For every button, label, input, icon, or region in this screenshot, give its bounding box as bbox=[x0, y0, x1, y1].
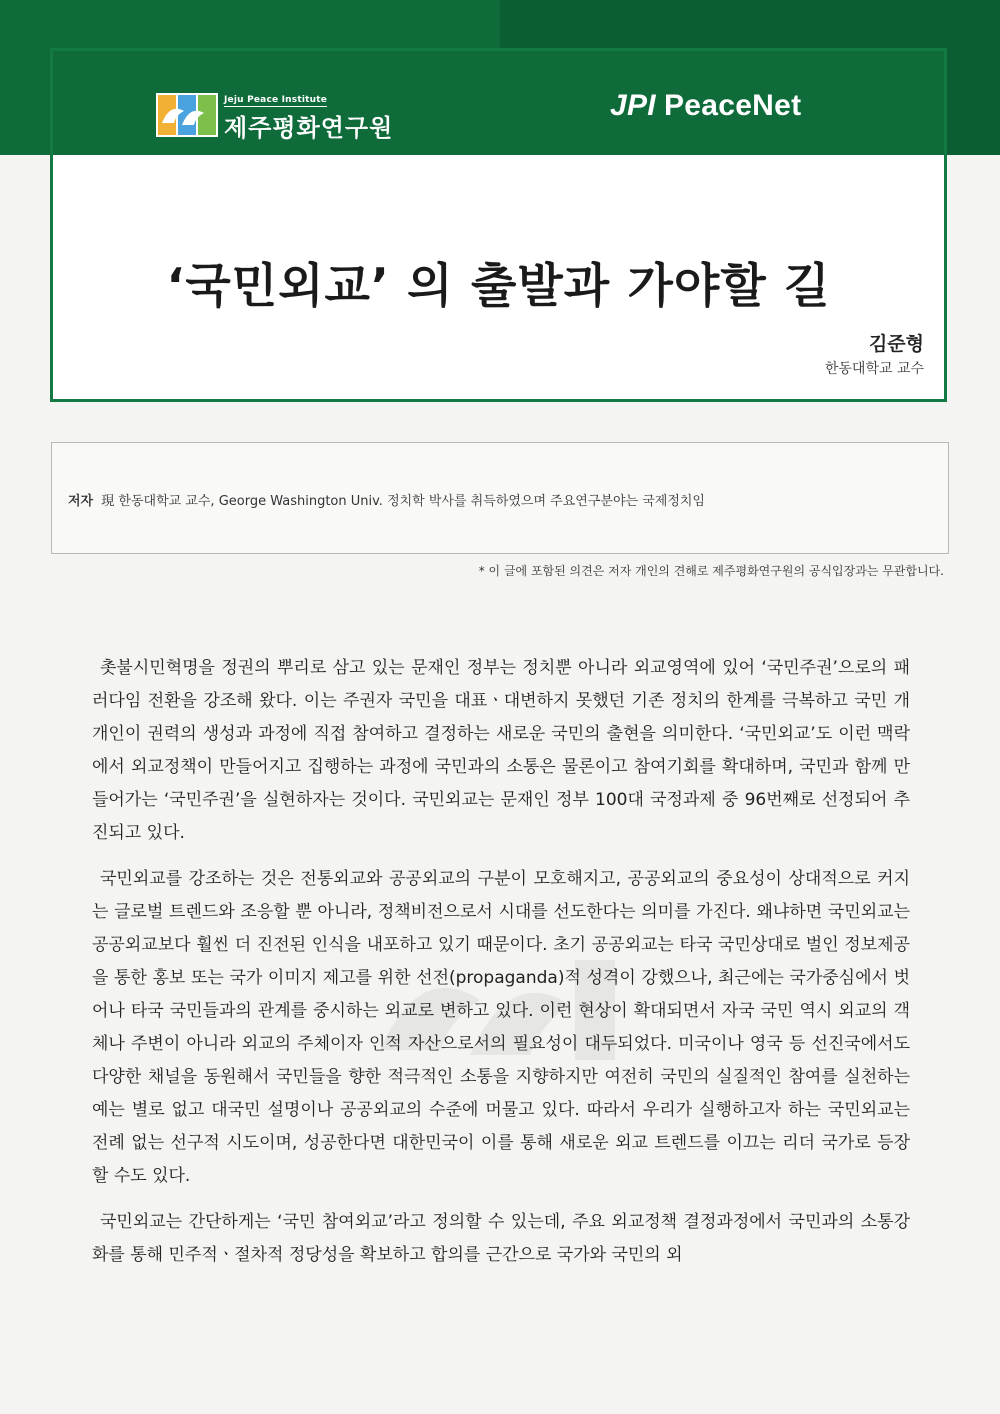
article-title: ‘국민외교’ 의 출발과 가야할 길 bbox=[166, 259, 831, 314]
author-bio bbox=[68, 490, 705, 509]
jpi-emblem-icon bbox=[156, 93, 218, 137]
jeju-peace-institute-logo bbox=[156, 87, 393, 143]
author-affiliation: 한동대학교 교수 bbox=[824, 361, 924, 377]
peacenet-label: PeaceNet bbox=[663, 89, 802, 122]
author-bio-box bbox=[51, 442, 949, 554]
institute-english-name: Jeju Peace Institute bbox=[224, 95, 328, 105]
peacenet-logo bbox=[610, 89, 801, 123]
institute-korean-name: 제주평화연구원 bbox=[224, 114, 394, 142]
body-paragraph-2: 국민외교를 강조하는 것은 전통외교와 공공외교의 구분이 모호해지고, 공공외교의 중요성이 상대적으로 커지는 글로벌 트렌드와 조응할 뿐 아니라, 정책비전으로서 시대를 선도한다는 의미를 가진다. 왜냐하면 국민외교는 공공외교보다 훨씬 더 진전된 인식을 내포하고 있기 때문이다. 초기 공공외교는 타국 국민상대로 벌인 정보제공을 통한 홍보 또는 국가 이미지 제고를 위한 선전(propaganda)적 성격이 강했으나, 최근에는 국가중심에서 벗어나 타국 국민들과의 관계를 중시하는 외교로 변하고 있다. 이런 현상이 확대되면서 자국 국민 역시 외교의 객체나 주변이 아니라 외교의 주체이자 인적 자산으로서의 필요성이 대두되었다. 미국이나 영국 등 선진국에서도 다양한 채널을 동원해서 국민들을 향한 적극적인 소통을 지향하지만 여전히 국민의 실질적인 참여를 실천하는 예는 별로 없고 대국민 설명이나 공공외교의 수준에 머물고 있다. 따라서 우리가 실행하고자 하는 국민외교는 전례 없는 선구적 시도이며, 성공한다면 대한민국이 이를 통해 새로운 외교 트렌드를 이끄는 리더 국가로 등장할 수도 있다. bbox=[92, 869, 910, 1186]
article-body bbox=[92, 652, 910, 1285]
disclaimer-note: * 이 글에 포함된 의견은 저자 개인의 견해로 제주평화연구원의 공식입장과는 무관합니다. bbox=[478, 564, 944, 578]
body-paragraph-3: 국민외교는 간단하게는 ‘국민 참여외교’라고 정의할 수 있는데, 주요 외교정책 결정과정에서 국민과의 소통강화를 통해 민주적ㆍ절차적 정당성을 확보하고 합의를 근간으로 국가와 국민의 외 bbox=[92, 1212, 910, 1265]
author-name: 김준형 bbox=[868, 333, 924, 355]
author-bio-label: 저자 bbox=[68, 494, 94, 509]
author-bio-text: 現 한동대학교 교수, George Washington Univ. 정치학 박사를 취득하였으며 주요연구분야는 국제정치임 bbox=[101, 494, 705, 509]
peacenet-prefix: JPI bbox=[610, 89, 656, 122]
title-frame bbox=[50, 48, 947, 402]
body-paragraph-1: 촛불시민혁명을 정권의 뿌리로 삼고 있는 문재인 정부는 정치뿐 아니라 외교영역에 있어 ‘국민주권’으로의 패러다임 전환을 강조해 왔다. 이는 주권자 국민을 대표ㆍ대변하지 못했던 기존 정치의 한계를 극복하고 국민 개개인이 권력의 생성과 과정에 직접 참여하고 결정하는 새로운 국민의 출현을 의미한다. ‘국민외교’도 이런 맥락에서 외교정책이 만들어지고 집행하는 과정에 국민과의 소통은 물론이고 참여기회를 확대하며, 국민과 함께 만들어가는 ‘국민주권’을 실현하자는 것이다. 국민외교는 문재인 정부 100대 국정과제 중 96번째로 선정되어 추진되고 있다. bbox=[92, 658, 910, 843]
